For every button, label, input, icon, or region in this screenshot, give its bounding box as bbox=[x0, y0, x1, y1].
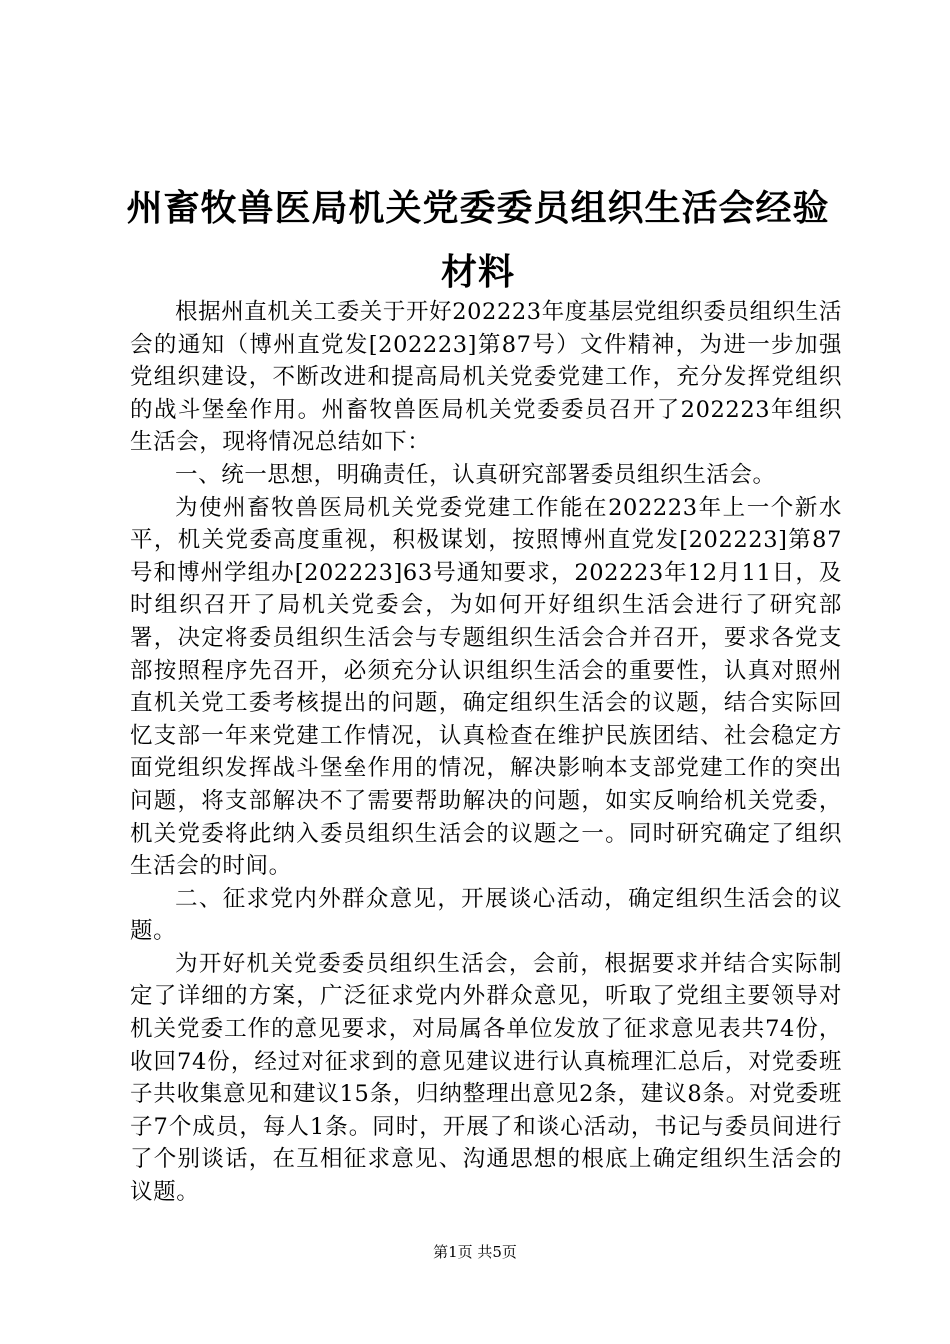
document-body bbox=[130, 296, 842, 1209]
page-footer: 第1页 共5页 bbox=[433, 1243, 517, 1261]
document-title: 州畜牧兽医局机关党委委员组织生活会经验材料 bbox=[126, 187, 830, 293]
section-heading-2: 二、征求党内外群众意见，开展谈心活动，确定组织生活会的议题。 bbox=[130, 885, 842, 945]
paragraph-section-1: 为使州畜牧兽医局机关党委党建工作能在202223年上一个新水平，机关党委高度重视，积极谋划，按照博州直党发[202223]第87号和博州学组办[202223]63号通知要求，202223年12月11日，及时组织召开了局机关党委会，为如何开好组织生活会进行了研究部署，决定将委员组织生活会与专题组织生活会合并召开，要求各党支部按照程序先召开，必须充分认识组织生活会的重要性，认真对照州直机关党工委考核提出的问题，确定组织生活会的议题，结合实际回忆支部一年来党建工作情况，认真检查在维护民族团结、社会稳定方面党组织发挥战斗堡垒作用的情况，解决影响本支部党建工作的突出问题，将支部解决不了需要帮助解决的问题，如实反响给机关党委，机关党委将此纳入委员组织生活会的议题之一。同时研究确定了组织生活会的时间。 bbox=[130, 494, 842, 880]
paragraph-intro: 根据州直机关工委关于开好202223年度基层党组织委员组织生活会的通知（博州直党发[202223]第87号）文件精神，为进一步加强党组织建设，不断改进和提高局机关党委党建工作，充分发挥党组织的战斗堡垒作用。州畜牧兽医局机关党委委员召开了202223年组织生活会，现将情况总结如下： bbox=[130, 299, 842, 456]
section-heading-1: 一、统一思想，明确责任，认真研究部署委员组织生活会。 bbox=[175, 461, 776, 488]
paragraph-section-2: 为开好机关党委委员组织生活会，会前，根据要求并结合实际制定了详细的方案，广泛征求党内外群众意见，听取了党组主要领导对机关党委工作的意见要求，对局属各单位发放了征求意见表共74份，收回74份，经过对征求到的意见建议进行认真梳理汇总后，对党委班子共收集意见和建议15条，归纳整理出意见2条，建议8条。对党委班子7个成员，每人1条。同时，开展了和谈心活动，书记与委员间进行了个别谈话，在互相征求意见、沟通思想的根底上确定组织生活会的议题。 bbox=[130, 950, 842, 1206]
